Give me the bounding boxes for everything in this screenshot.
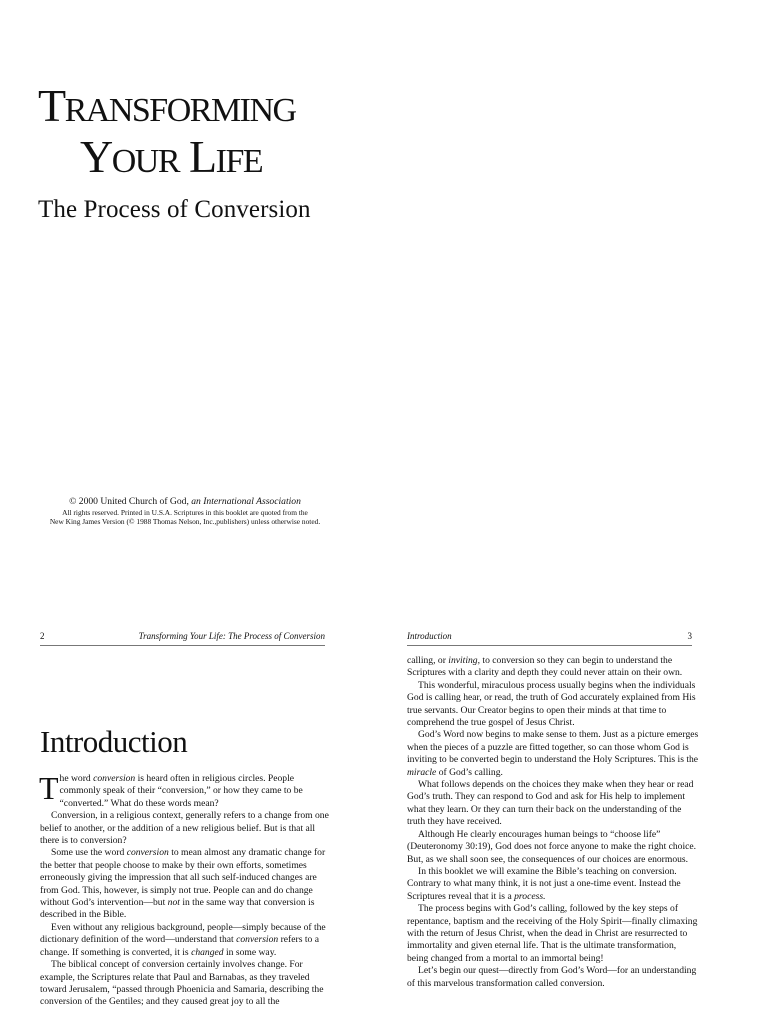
title-line-transforming <box>38 80 368 133</box>
left-paragraph-3 <box>40 847 332 921</box>
copyright-association: an International Association <box>191 496 301 507</box>
italic-run: conversion <box>126 847 169 859</box>
title-word-transforming: RANSFORMING <box>64 92 296 129</box>
running-title-left: Transforming Your Life: The Process of Conversion <box>138 631 325 641</box>
page-number-right: 3 <box>687 631 692 641</box>
italic-run: miracle <box>407 766 437 778</box>
text-run: to conversion so they can begin to understand the Scriptures with a clarity and depth they could never attain on their own. <box>407 655 683 679</box>
text-run: to mean almost any dramatic change for the better that people choose to make by their own efforts, sometimes erroneously giving the impression that all such self-induced changes are from God. This, however, is simply not true. People can and do change without God’s intervention—but <box>40 847 326 909</box>
title-initial-y: Y <box>80 131 112 182</box>
right-paragraph-5: Although He clearly encourages human beings to “choose life” (Deuteronomy 30:19), God does not force anyone to make the right choice. But, as we shall soon see, the consequences of our choices are enormous. <box>407 828 697 865</box>
right-paragraph-2: This wonderful, miraculous process usually begins when the individuals God is calling hear, or read, the truth of God accurately explained from His true servants. Our Creator begins to open their minds at that time to comprehend the true gospel of Jesus Christ. <box>407 679 696 729</box>
italic-run: conversion <box>236 934 279 946</box>
title-word-your: OUR <box>111 143 180 180</box>
title-initial-l: L <box>189 131 216 182</box>
left-paragraph-5: The biblical concept of conversion certainly involves change. For example, the Scriptures relate that Paul and Barnabas, as they traveled toward Jerusalem, “passed through Phoenicia and Samaria, describing the conversion of the Gentiles; and they caused great joy to all the <box>40 959 324 1008</box>
title-word-life: IFE <box>215 143 263 180</box>
introduction-heading: Introduction <box>40 724 188 759</box>
text-run: Some use the word <box>51 847 127 859</box>
text-run: in some way. <box>223 946 277 958</box>
text-run: In this booklet we will examine the Bible’s teaching on conversion. Contrary to what many think, it is not just a one-time event. Instead the Scriptures reveal that it is a <box>407 865 681 902</box>
right-text-column <box>407 655 699 990</box>
right-paragraph-3 <box>407 729 699 779</box>
page-header-right <box>407 631 692 646</box>
text-run: calling, or <box>407 655 449 666</box>
italic-run: changed <box>191 946 224 958</box>
left-paragraph-4 <box>40 922 332 959</box>
left-paragraph-1 <box>39 770 332 810</box>
right-paragraph-1 <box>407 655 699 680</box>
copyright-line-2: All rights reserved. Printed in U.S.A. Scriptures in this booklet are quoted from the <box>62 508 308 517</box>
booklet-title-block <box>38 80 368 224</box>
right-paragraph-7: The process begins with God’s calling, followed by the key steps of repentance, baptism and the receiving of the Holy Spirit—finally climaxing with the return of Jesus Christ, when the dead in Christ are resurrected to immortality and given eternal life. That is the ultimate transformation, being changed from a mortal to an immortal being! <box>407 903 698 964</box>
italic-run: not <box>167 897 180 909</box>
page-header-left <box>40 631 325 646</box>
italic-run: conversion <box>93 773 136 784</box>
right-paragraph-4: What follows depends on the choices they make when they hear or read God’s truth. They can respond to God and ask for His help to implement what they learn. Or they can turn their back on the understanding of the truth they have received. <box>407 779 694 828</box>
running-title-right: Introduction <box>407 631 452 641</box>
italic-run: inviting, <box>448 655 481 666</box>
copyright-notice <box>20 496 350 526</box>
text-run: refers to a change. If something is converted, it is <box>40 934 319 958</box>
right-paragraph-8: Let’s begin our quest—directly from God’s Word—for an understanding of this marvelous transformation called conversion. <box>407 965 697 989</box>
text-run: of God’s calling. <box>436 766 503 778</box>
text-run: God’s Word now begins to make sense to them. Just as a picture emerges when the pieces of a puzzle are fitted together, so can those whom God is inviting to be converted begin to understand the Holy Scriptures. This is the <box>407 729 699 766</box>
title-initial-t: T <box>38 80 65 131</box>
left-paragraph-2: Conversion, in a religious context, generally refers to a change from one belief to another, or the addition of a new religious belief. But is that all there is to conversion? <box>40 810 329 847</box>
italic-run: process. <box>514 890 546 902</box>
copyright-owner: © 2000 United Church of God, <box>69 496 192 507</box>
booklet-subtitle: The Process of Conversion <box>38 196 311 223</box>
drop-cap: T <box>39 770 59 806</box>
text-run: Even without any religious background, people—simply because of the dictionary definition of the word—understand that <box>40 921 326 946</box>
text-run: is heard often in religious circles. People commonly speak of their “conversion,” or how they came to be “converted.” What do these words mean? <box>59 773 303 809</box>
copyright-line-3: New King James Version (© 1988 Thomas Nelson, Inc.,publishers) unless otherwise noted. <box>49 517 321 526</box>
right-paragraph-6 <box>407 866 699 903</box>
text-run: in the same way that conversion is described in the Bible. <box>40 897 315 921</box>
title-line-your-life <box>38 131 368 184</box>
text-run: he word <box>59 773 94 784</box>
copyright-line-1 <box>20 496 350 508</box>
page-number-left: 2 <box>40 631 45 641</box>
left-text-column <box>39 770 332 1009</box>
